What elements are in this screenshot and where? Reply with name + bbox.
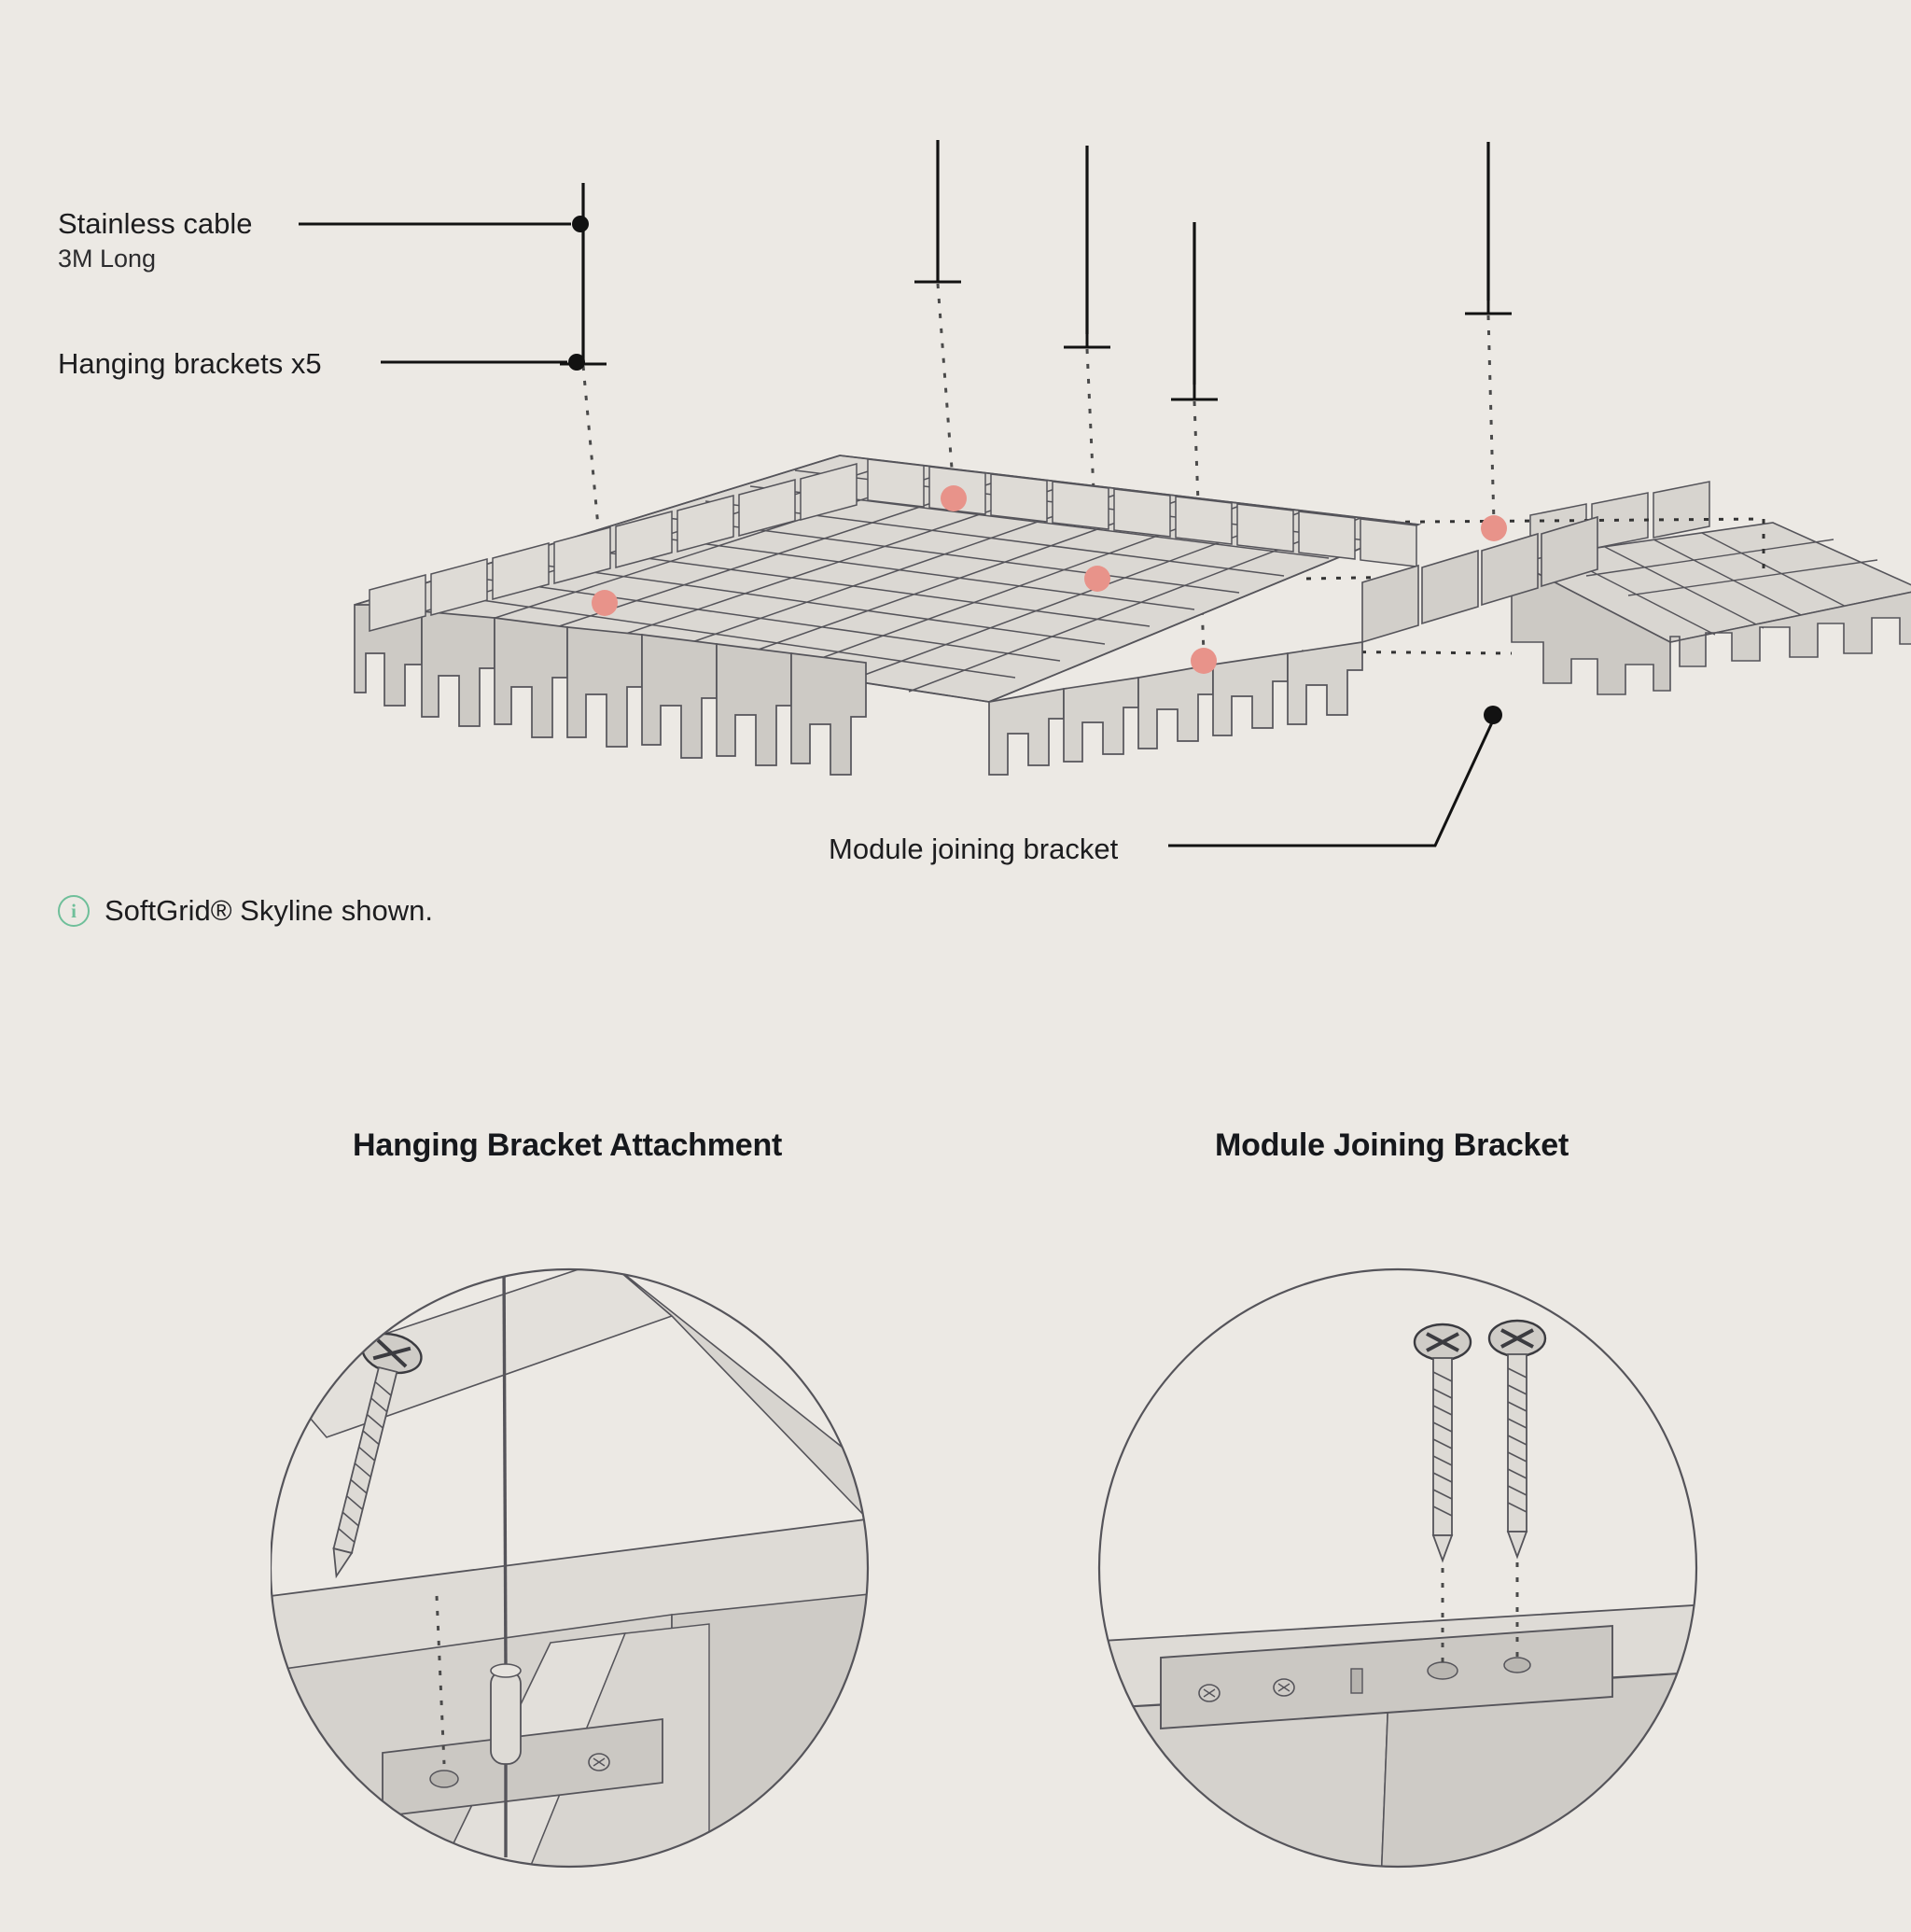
note-text: SoftGrid® Skyline shown. — [105, 894, 433, 927]
hanging-bracket-ends — [560, 282, 1512, 399]
label-stainless-cable-length: 3M Long — [58, 245, 157, 273]
adjacent-module — [1512, 482, 1911, 694]
label-hanging-brackets: Hanging brackets x5 — [58, 347, 322, 380]
stainless-cable-group — [583, 140, 1488, 385]
label-stainless-cable: Stainless cable — [58, 207, 253, 240]
detail-title-hanging-bracket: Hanging Bracket Attachment — [353, 1127, 783, 1163]
module-joining-bracket-detail-illustration — [1071, 1204, 1724, 1932]
info-icon: i — [58, 895, 90, 927]
label-module-joining-bracket: Module joining bracket — [829, 833, 1119, 865]
grid-ceiling-isometric-illustration — [0, 0, 1911, 933]
main-grid-module — [355, 455, 1597, 775]
label-leader-lines — [299, 216, 589, 371]
hanging-bracket-detail-illustration — [271, 1204, 924, 1932]
detail-title-module-joining: Module Joining Bracket — [1215, 1127, 1569, 1163]
product-note — [58, 894, 433, 928]
